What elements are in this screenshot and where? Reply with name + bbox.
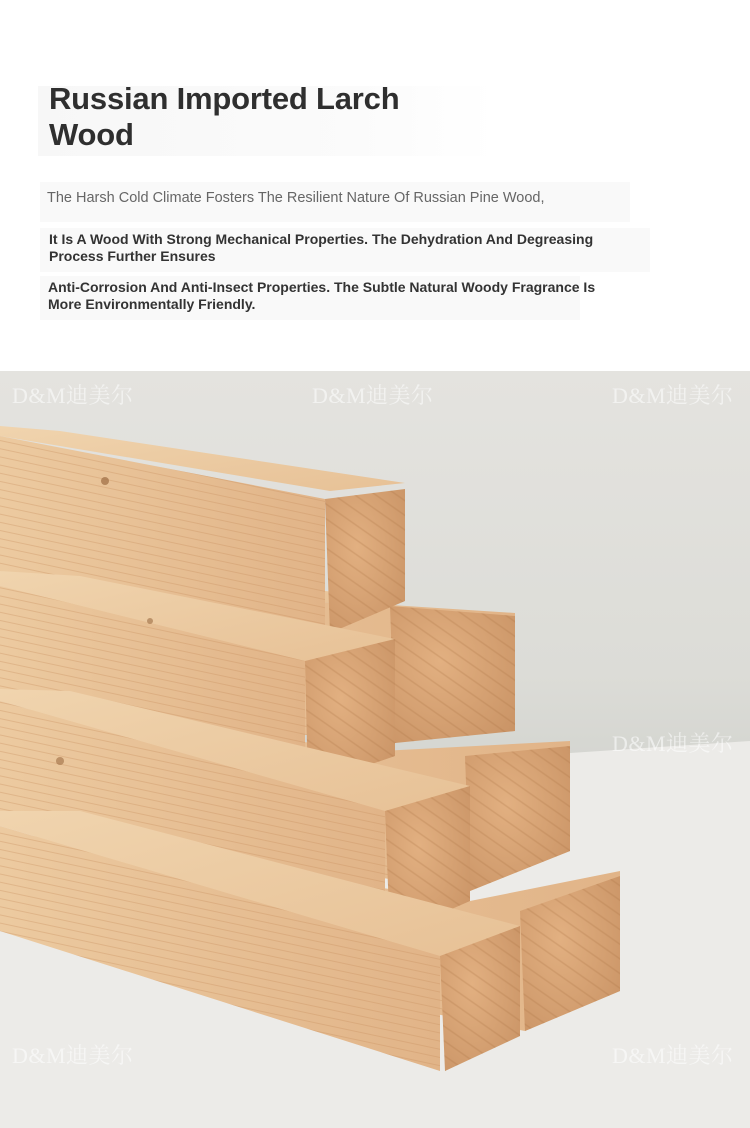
watermark: D&M迪美尔 (612, 731, 734, 756)
wood-beams-photo (0, 371, 750, 1128)
description-line-3: Anti-Corrosion And Anti-Insect Properties. The Subtle Natural Woody Fragrance Is More Environmentally Friendly. (48, 279, 596, 312)
description-line-2: It Is A Wood With Strong Mechanical Properties. The Dehydration And Degreasing Process Further Ensures (49, 231, 594, 264)
intro-section (0, 0, 750, 371)
description-line-1: The Harsh Cold Climate Fosters The Resilient Nature Of Russian Pine Wood, (47, 190, 545, 206)
watermark: D&M迪美尔 (12, 383, 134, 408)
watermark: D&M迪美尔 (612, 1043, 734, 1068)
watermark: D&M迪美尔 (312, 383, 434, 408)
watermark: D&M迪美尔 (612, 383, 734, 408)
watermark: D&M迪美尔 (12, 1043, 134, 1068)
page-title: Russian Imported Larch Wood (49, 81, 400, 152)
